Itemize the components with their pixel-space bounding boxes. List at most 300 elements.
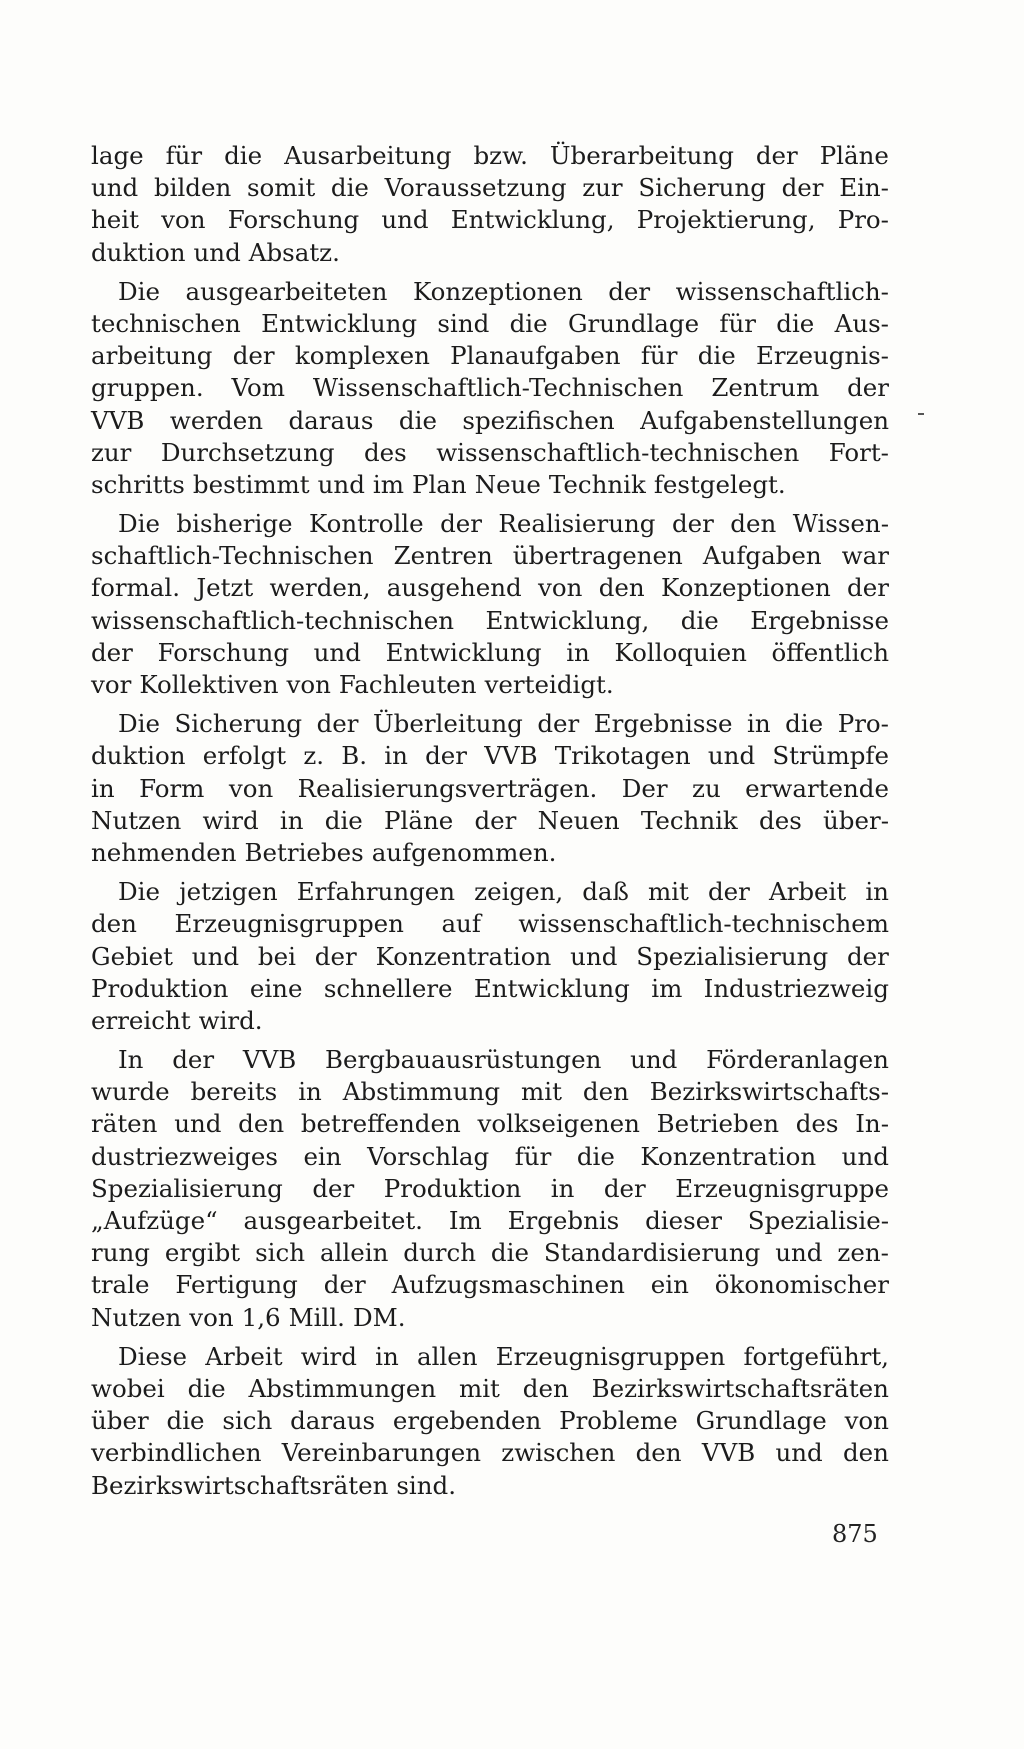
word: 1,6 [241,1302,281,1332]
word: in [566,637,590,667]
word: in [375,1341,399,1371]
word: zur [582,173,623,203]
word: Die [118,709,160,739]
word: verteidigt. [484,670,614,699]
word: Forschung [227,205,360,235]
word: und [381,205,429,235]
word: in [550,1173,575,1203]
word: von [228,773,274,803]
word: Planaufgaben [450,341,621,371]
word: wird [202,805,259,835]
word: der [316,709,359,739]
word: die [187,1373,226,1403]
word: mit [458,1373,500,1403]
word: Entwicklung, [450,205,615,235]
text-line [91,773,889,805]
word: Diese [118,1341,188,1371]
word: Entwicklung [261,308,418,338]
word: übertragenen [512,541,683,571]
word: die [166,1406,205,1436]
text-line [91,908,889,940]
word: die [398,405,437,435]
word: von [538,573,583,603]
word: wissenschaftlich-technischen [91,605,455,635]
text-line [91,1044,889,1076]
word: Nutzen [91,1302,182,1332]
word: Ausarbeitung [284,141,452,170]
word: zeigen, [474,877,564,907]
word: für [165,141,203,170]
word: für [719,308,756,338]
word: Die [118,877,160,907]
word: sind [437,308,490,338]
word: die [776,308,815,338]
word: den [238,1109,285,1139]
text-line [91,837,889,869]
word: im [372,469,404,499]
word: erreicht [91,1005,191,1035]
text-line [91,308,889,340]
text-line [91,1302,889,1334]
word: in [91,773,115,803]
text-line [91,140,889,172]
paragraph [91,876,889,1037]
word: ausgehend [386,573,522,603]
word: und [91,173,139,203]
word: zen- [837,1238,889,1268]
word: daraus [288,405,374,435]
word: Produktion [91,973,229,1003]
text-line [91,973,889,1005]
word: duktion [91,237,186,267]
word: der [232,341,275,371]
paragraph-gap [91,1037,889,1044]
word: den [91,909,137,939]
word: ausgearbeiteten [185,276,388,306]
word: und [775,1438,823,1468]
word: schritts [91,469,185,499]
text-line [91,1005,889,1037]
word: und [193,237,241,267]
word: Sicherung [638,173,766,203]
word: Projektierung, [636,205,816,235]
word: Aufgabenstellungen [640,405,889,435]
word: mit [647,877,689,907]
text-line [91,172,889,204]
word: Forschung [157,637,289,667]
word: Grundlage [567,308,700,338]
word: somit [246,173,316,203]
text-line [91,1269,889,1301]
word: die [490,1238,529,1268]
page-number: 875 [832,1520,878,1548]
word: der [323,1270,366,1300]
paragraph-gap [91,701,889,708]
word: für [514,1141,552,1171]
text-line [91,605,889,637]
word: ökonomischer [714,1270,889,1300]
word: Nutzen [91,805,182,835]
word: Pläne [384,805,454,835]
word: Fachleuten [338,670,477,699]
word: komplexen [294,341,430,371]
word: DM. [352,1302,406,1332]
word: werden [169,405,264,435]
word: im [651,973,683,1003]
word: Gebiet [91,941,173,971]
word: duktion [91,741,186,771]
word: Trikotagen [554,741,691,771]
word: Betriebes [244,837,364,867]
word: der [781,173,824,203]
word: Bezirkswirtschaftsräten [591,1373,889,1403]
word: und [630,1045,678,1075]
word: sich [222,1406,273,1436]
word: den [582,1077,629,1107]
word: Zentrum [711,373,820,403]
paragraph-gap [91,269,889,276]
word: Entwicklung, [485,605,650,635]
word: festgelegt. [653,469,786,499]
text-line [91,669,889,701]
word: Wissenschaftlich-Technischen [312,373,684,403]
text-line [91,276,889,308]
word: Die [118,509,160,539]
text-line [91,1437,889,1469]
word: des [759,805,802,835]
word: Erzeugnisgruppen [174,909,404,939]
word: VVB [242,1045,297,1075]
paragraph [91,708,889,869]
word: verbindlichen [91,1438,262,1468]
word: spezifischen [462,405,615,435]
word: rung [91,1238,150,1268]
text-line [91,237,889,269]
word: ergebenden [392,1406,542,1436]
word: die [576,1141,615,1171]
word: den [842,1438,889,1468]
word: der [425,741,467,771]
word: wird. [198,1005,263,1035]
word: der [847,941,889,971]
word: und [174,1109,222,1139]
word: ein [303,1141,342,1171]
word: wissenschaftlich-technischen [436,437,800,467]
text-line [91,1205,889,1237]
text-line [91,372,889,404]
word: bisherige [176,509,293,539]
word: auf [441,909,481,939]
word: In- [855,1109,889,1139]
word: werden, [269,573,371,603]
word: Erzeugnisgruppe [675,1173,889,1203]
word: des [363,437,407,467]
text-line [91,1341,889,1373]
word: Aus- [834,308,889,338]
word: sind. [396,1470,457,1500]
word: von [189,1302,234,1332]
word: die [697,341,736,371]
word: öffentlich [771,637,889,667]
word: der [474,805,517,835]
word: in [865,877,889,907]
page-body [91,140,889,1502]
word: „Aufzüge“ [91,1206,218,1235]
word: arbeitung [91,341,213,371]
word: von [161,205,206,235]
word: wobei [91,1373,165,1403]
word: Erfahrungen [296,877,456,907]
word: jetzigen [179,877,278,907]
paragraph [91,276,889,501]
word: Kontrolle [308,509,424,539]
word: den [730,509,777,539]
margin-mark [918,413,924,415]
text-line [91,1405,889,1437]
text-line [91,508,889,540]
word: Jetzt [196,573,254,603]
word: den [522,1373,569,1403]
word: und [570,941,618,971]
word: über [91,1406,149,1436]
word: wissenschaftlich-technischem [518,909,889,939]
word: VVB [701,1438,756,1468]
word: Probleme [559,1406,678,1436]
word: Arbeit [205,1341,283,1371]
word: über- [823,805,889,835]
word: wurde [91,1077,170,1107]
word: Ein- [839,173,889,203]
word: zwischen [501,1438,616,1468]
word: Entwicklung [473,973,630,1003]
text-line [91,1470,889,1502]
text-line [91,540,889,572]
paragraph [91,140,889,269]
word: daß [582,877,629,907]
word: erwartende [745,773,889,803]
word: Arbeit [768,877,847,907]
word: der [707,877,750,907]
paragraph-gap [91,501,889,508]
word: bestimmt [192,469,310,499]
word: und [707,741,756,771]
word: Erzeugnisgruppen [495,1341,726,1371]
word: Im [448,1206,482,1235]
word: heit [91,205,139,235]
text-line [91,405,889,437]
word: Kolloquien [614,637,747,667]
word: der [847,373,889,403]
word: Konzeptionen [660,573,831,603]
word: Neuen [537,805,620,835]
word: bilden [153,173,232,203]
word: Konzentration [640,1141,817,1171]
text-line [91,1076,889,1108]
word: Spezialisierung [91,1173,283,1203]
word: bereits [190,1077,278,1107]
word: ein [650,1270,689,1300]
word: Ergebnisse [750,605,889,635]
word: Fort- [828,437,889,467]
word: Fertigung [175,1270,298,1300]
word: die [324,805,363,835]
word: trale [91,1270,150,1300]
text-line [91,637,889,669]
word: VVB [484,741,538,771]
word: von [844,1406,889,1436]
word: mit [521,1077,562,1107]
word: Vorschlag [367,1141,490,1171]
word: Sicherung [174,709,303,739]
word: B. [341,741,368,771]
word: in [298,1077,322,1107]
word: Konzeptionen [412,276,583,306]
word: Erzeugnis- [756,341,889,371]
word: Vereinbarungen [281,1438,482,1468]
word: der [314,941,357,971]
word: und [775,1238,823,1268]
word: Form [139,773,205,803]
word: und [313,637,361,667]
word: Die [118,276,160,306]
word: die [224,141,263,170]
word: von [286,670,331,699]
word: Technik [548,469,646,499]
word: Spezialisie- [747,1206,889,1235]
text-line [91,740,889,772]
word: Konzentration [375,941,552,971]
word: ausgearbeitet. [243,1206,423,1235]
word: VVB [91,405,145,435]
word: der [537,709,580,739]
word: Durchsetzung [160,437,335,467]
word: Abstimmung [342,1077,501,1107]
word: bzw. [473,141,528,170]
word: wissenschaftlich- [675,276,889,306]
word: Mill. [288,1302,345,1332]
word: Voraussetzung [384,173,567,203]
word: fortgeführt, [743,1341,889,1371]
text-line [91,1141,889,1173]
word: Zentren [393,541,493,571]
text-line [91,340,889,372]
text-line [91,941,889,973]
word: und [317,469,365,499]
text-line [91,437,889,469]
word: die [330,173,369,203]
word: zur [91,437,132,467]
word: den [635,1438,682,1468]
word: die [785,709,824,739]
word: der [91,637,133,667]
word: In [118,1045,144,1075]
word: durch [403,1238,476,1268]
word: Pläne [819,141,889,170]
word: die [509,308,548,338]
word: dieser [645,1206,722,1235]
word: allein [319,1238,389,1268]
word: Produktion [383,1173,522,1203]
paragraph-gap [91,1334,889,1341]
word: schaftlich-Technischen [91,541,374,571]
word: der [603,1173,646,1203]
word: Überleitung [373,709,523,739]
paragraph-gap [91,869,889,876]
text-line [91,805,889,837]
word: und [191,941,240,971]
word: Absatz. [248,237,340,267]
word: Grundlage [695,1406,827,1436]
word: vor [91,670,132,699]
word: Der [621,773,668,803]
word: Industriezweig [703,973,889,1003]
word: Pro- [837,205,889,235]
word: des [795,1109,839,1139]
text-line [91,876,889,908]
paragraph [91,508,889,701]
paragraph [91,1341,889,1502]
word: Plan [411,469,467,499]
word: Bergbauausrüstungen [325,1045,602,1075]
word: gruppen. [91,373,204,403]
word: Aufgaben [702,541,822,571]
word: Realisierung [498,509,656,539]
word: technischen [91,308,241,338]
word: den [598,573,645,603]
word: Ergebnisse [593,709,733,739]
word: Realisierungsverträgen. [297,773,598,803]
word: der [312,1173,355,1203]
word: Förderanlagen [706,1045,889,1075]
word: Aufzugsmaschinen [391,1270,625,1300]
word: erfolgt [202,741,287,771]
word: Neue [474,469,541,499]
word: der [671,509,714,539]
word: bei [257,941,296,971]
word: Strümpfe [772,741,889,771]
word: Abstimmungen [248,1373,437,1403]
word: aufgenommen. [371,837,557,867]
word: räten [91,1109,158,1139]
word: volkseigenen [477,1109,640,1139]
word: Überarbeitung [549,141,734,170]
text-line [91,1373,889,1405]
paragraph [91,1044,889,1334]
text-line [91,708,889,740]
word: ergibt [164,1238,241,1268]
word: der [847,573,889,603]
word: formal. [91,573,180,603]
word: wird [300,1341,357,1371]
word: betreffenden [300,1109,461,1139]
word: Technik [640,805,738,835]
word: daraus [290,1406,376,1436]
word: nehmenden [91,837,237,867]
text-line [91,1237,889,1269]
word: in [384,741,408,771]
word: Wissen- [792,509,889,539]
word: war [841,541,889,571]
word: für [640,341,678,371]
word: Kollektiven [139,670,279,699]
word: der [755,141,798,170]
text-line [91,469,889,501]
word: schnellere [323,973,453,1003]
word: z. [303,741,325,771]
word: und [841,1141,889,1171]
word: Standardisierung [543,1238,761,1268]
text-line [91,572,889,604]
